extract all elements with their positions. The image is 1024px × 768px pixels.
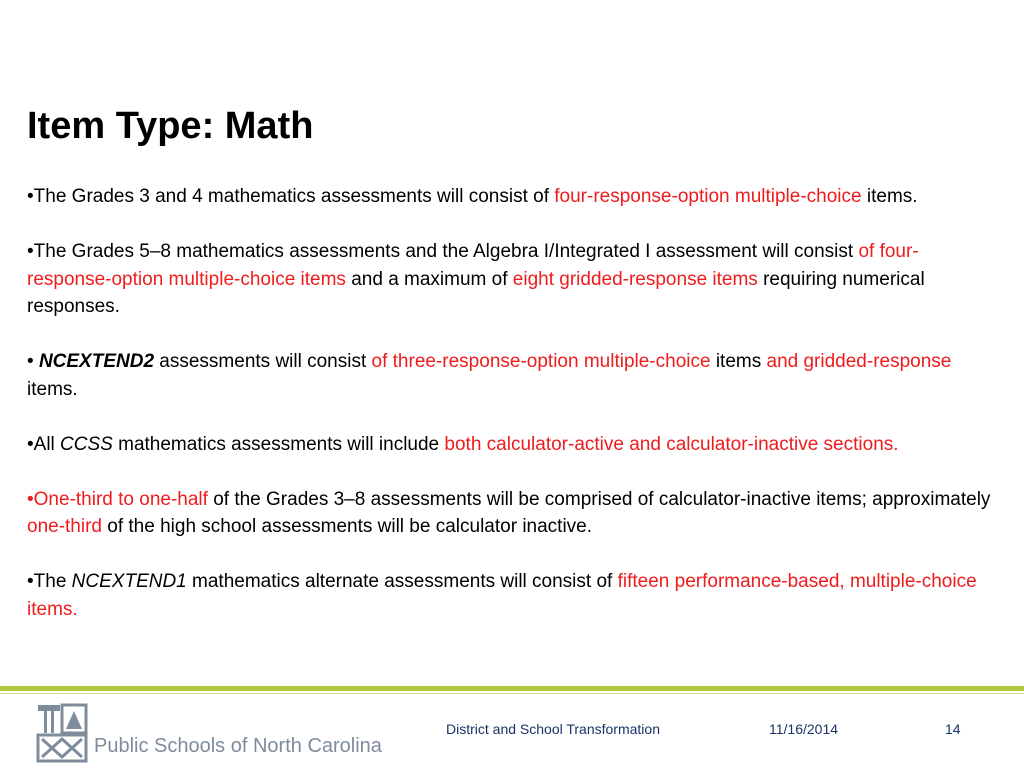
bullet-highlight: of four-response-option multiple-choice items bbox=[27, 241, 919, 290]
bullet-emphasis: CCSS bbox=[60, 433, 113, 455]
bullet-text: items. bbox=[27, 378, 78, 400]
footer-divider-thin bbox=[0, 693, 1024, 694]
bullet-ncextend1 bbox=[27, 568, 997, 623]
footer-date: 11/16/2014 bbox=[769, 721, 839, 737]
bullet-ccss bbox=[27, 431, 997, 459]
bullet-calculator-inactive bbox=[27, 486, 997, 541]
bullet-text: mathematics assessments will include bbox=[112, 433, 445, 455]
bullet-text: mathematics alternate assessments will consist of bbox=[186, 571, 618, 592]
bullet-text: of the Grades 3–8 assessments will be comprised of calculator-inactive items; approximately bbox=[207, 488, 991, 510]
bullet-text: requiring numerical responses. bbox=[27, 268, 925, 317]
bullet-text: assessments will consist bbox=[154, 351, 372, 372]
bullet-text: •The Grades 5–8 mathematics assessments and the Algebra I/Integrated I assessment will consist bbox=[27, 241, 859, 262]
slide-body bbox=[27, 183, 997, 623]
bullet-ncextend2 bbox=[27, 348, 997, 403]
bullet-text: • bbox=[27, 351, 39, 372]
bullet-highlight: and gridded-response bbox=[766, 351, 952, 372]
bullet-highlight: both calculator-active and calculator-inactive sections. bbox=[444, 433, 899, 455]
bullet-highlight: one-third bbox=[27, 516, 102, 537]
bullet-emphasis: NCEXTEND2 bbox=[38, 351, 155, 372]
bullet-text: items bbox=[710, 351, 767, 372]
bullet-text: •The Grades 3 and 4 mathematics assessments will consist of bbox=[27, 186, 555, 207]
bullet-text: and a maximum of bbox=[345, 268, 513, 290]
bullet-highlight: •One-third to one-half bbox=[27, 488, 208, 510]
bullet-grades-5-8 bbox=[27, 238, 997, 321]
bullet-highlight: fifteen performance-based, multiple-choice items. bbox=[27, 571, 977, 620]
slide-title: Item Type: Math bbox=[27, 105, 314, 147]
footer-divider bbox=[0, 686, 1024, 691]
logo-wordmark: Public Schools of North Carolina bbox=[94, 735, 382, 757]
bullet-highlight: four-response-option multiple-choice bbox=[554, 186, 862, 207]
bullet-highlight: of three-response-option multiple-choice bbox=[371, 351, 711, 372]
bullet-text: •All bbox=[27, 433, 61, 455]
bullet-text: of the high school assessments will be calculator inactive. bbox=[102, 516, 593, 537]
bullet-highlight: eight gridded-response items bbox=[512, 268, 758, 290]
footer-department: District and School Transformation bbox=[446, 721, 660, 737]
bullet-grades-3-4 bbox=[27, 183, 997, 211]
bullet-text: •The bbox=[27, 571, 72, 592]
bullet-emphasis: NCEXTEND1 bbox=[71, 571, 187, 592]
bullet-text: items. bbox=[861, 186, 918, 207]
footer-page-number: 14 bbox=[945, 721, 961, 737]
